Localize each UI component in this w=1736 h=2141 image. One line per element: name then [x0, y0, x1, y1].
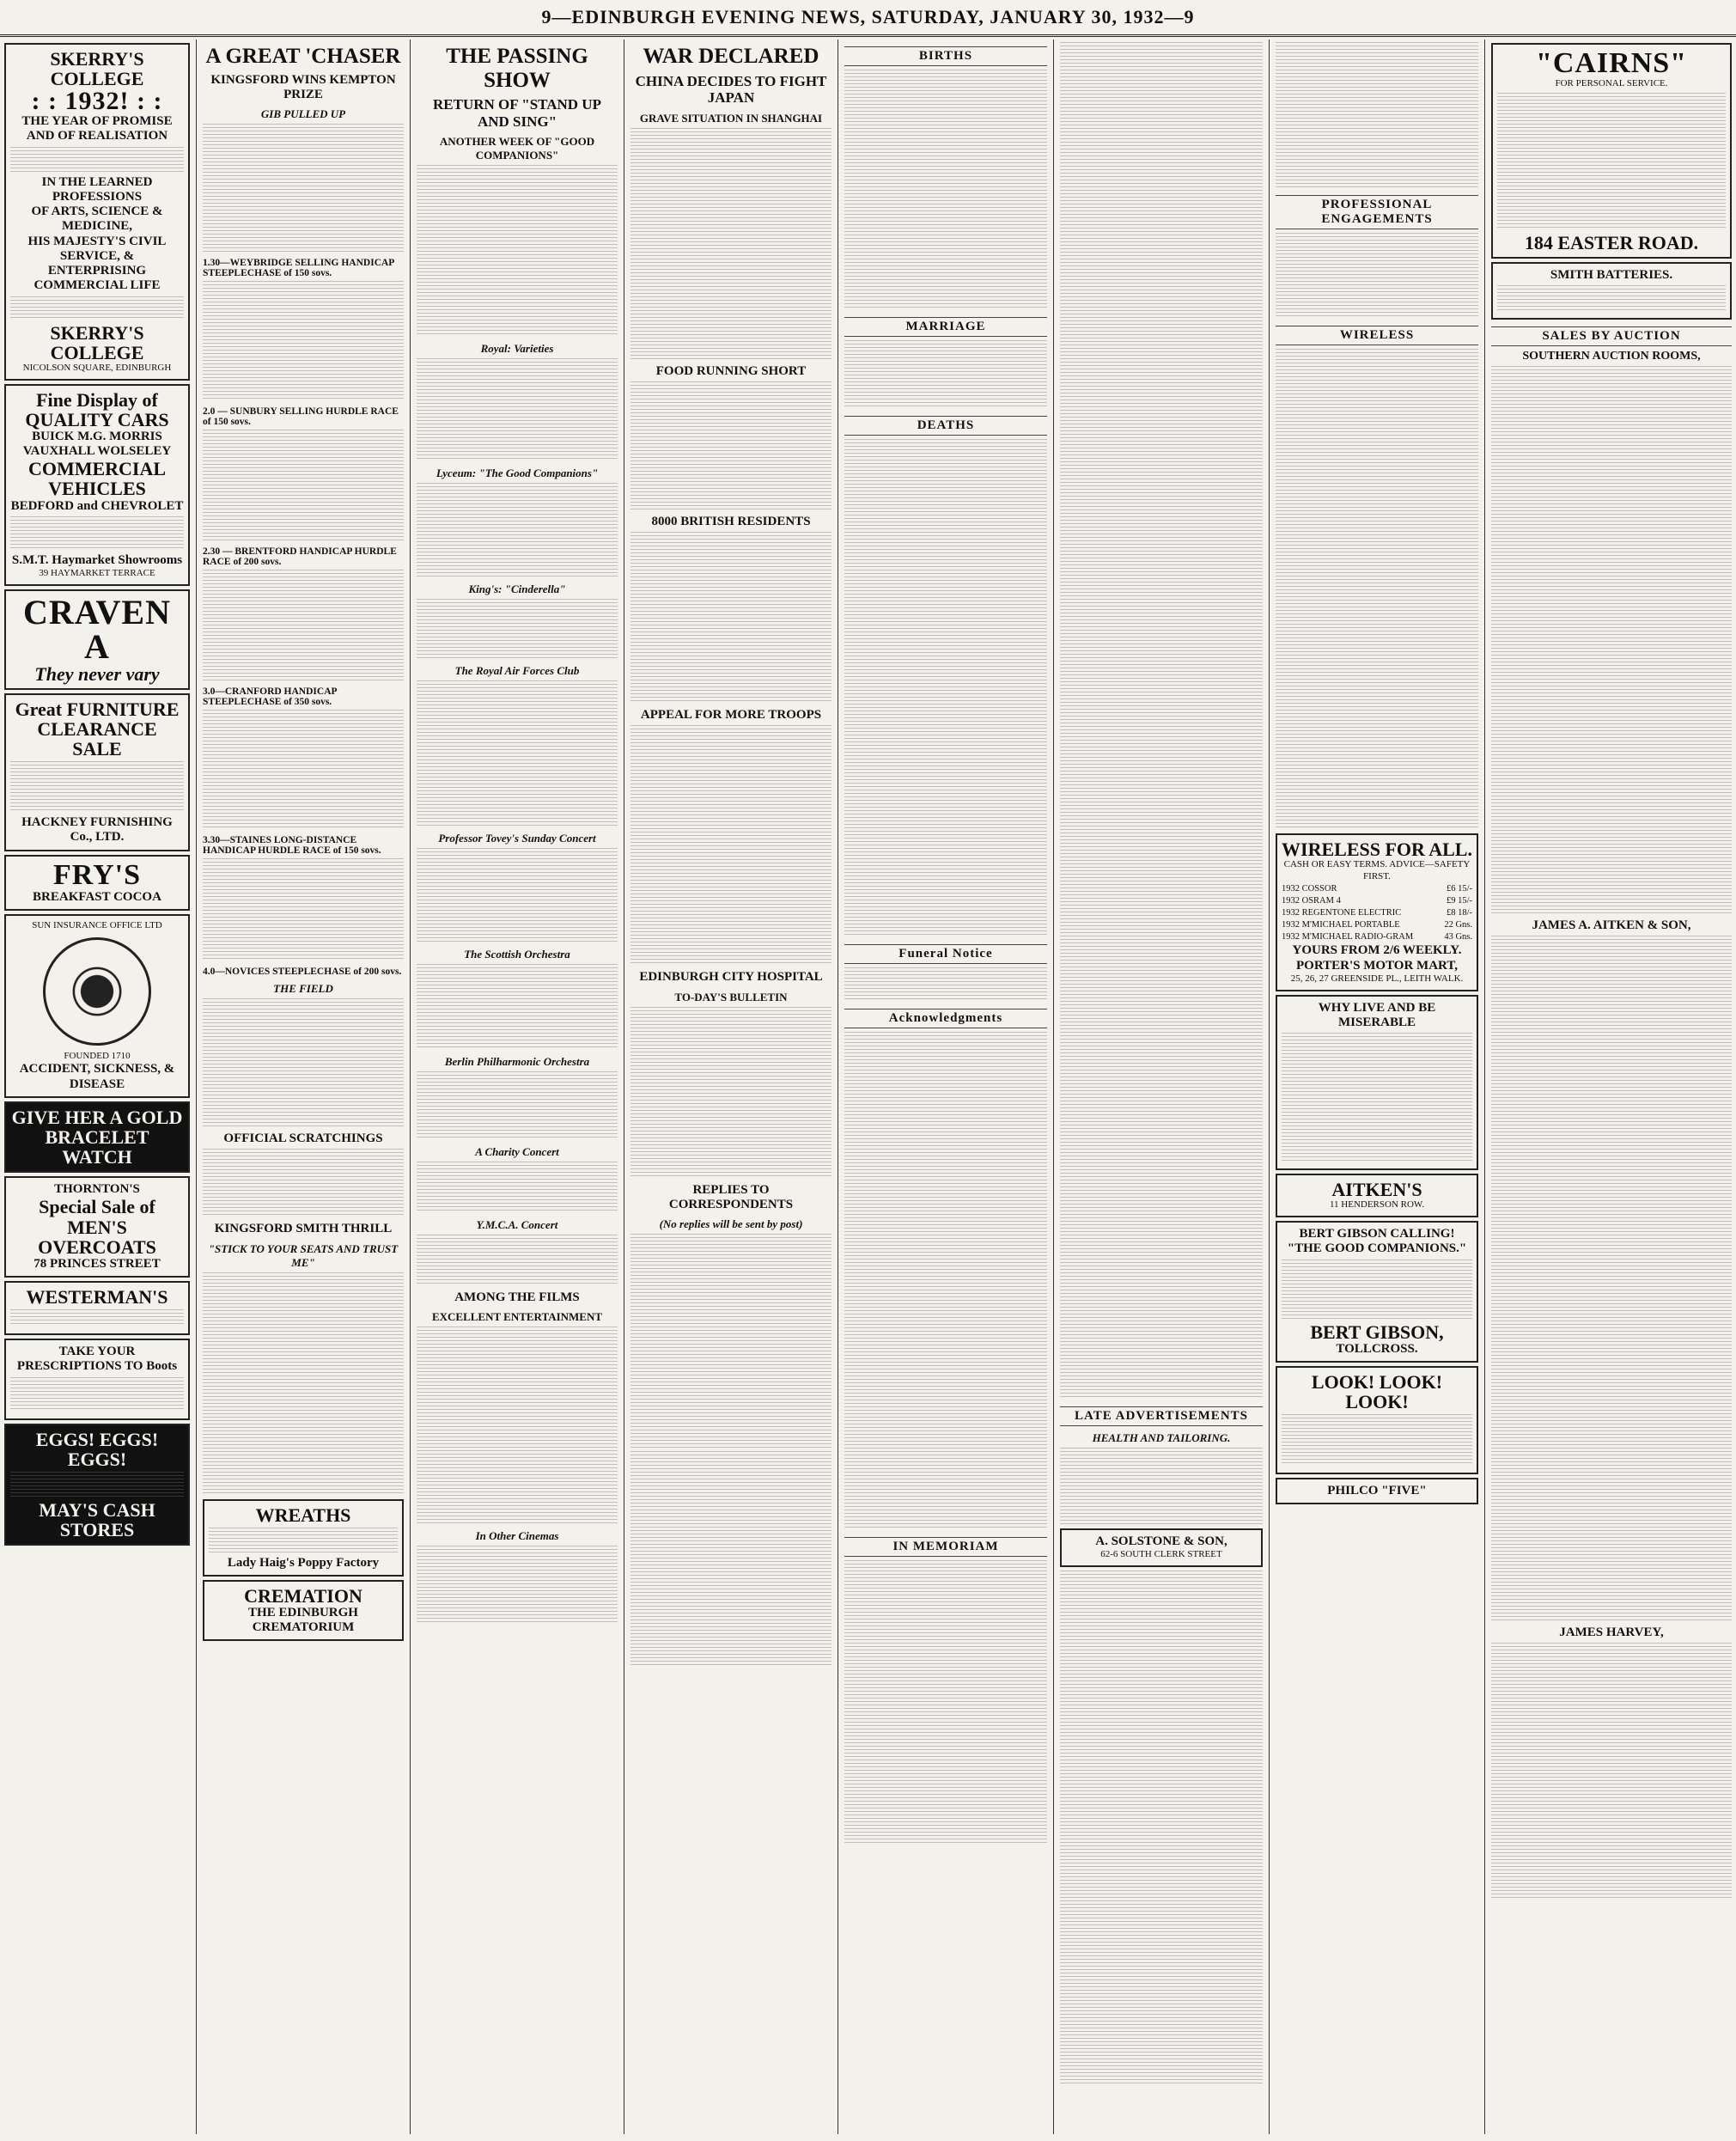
cremation-ad: CREMATION THE EDINBURGH CREMATORIUM [203, 1580, 404, 1642]
solstone-ad: A. SOLSTONE & SON, 62-6 SOUTH CLERK STREET [1060, 1528, 1263, 1567]
frys-cocoa-ad: FRY'S BREAKFAST COCOA [4, 855, 190, 911]
boots-ad: TAKE YOUR PRESCRIPTIONS TO Boots [4, 1339, 190, 1420]
subheadline: KINGSFORD WINS KEMPTON PRIZE [210, 72, 396, 101]
philco-ad: PHILCO "FIVE" [1276, 1478, 1478, 1504]
price-row: 1932 M'MICHAEL RADIO-GRAM 43 Gns. [1282, 932, 1472, 942]
bracelet-watch-ad: GIVE HER A GOLD BRACELET WATCH [4, 1101, 190, 1173]
ads-column-left [0, 40, 194, 2134]
masthead: 9—EDINBURGH EVENING NEWS, SATURDAY, JANUARY 30, 1932—9 [0, 0, 1736, 37]
smith-batteries-ad: SMITH BATTERIES. [1491, 262, 1732, 320]
racing-column: A GREAT 'CHASER KINGSFORD WINS KEMPTON PRIZE GIB PULLED UP 1.30—WEYBRIDGE SELLING HANDICAP STEEPLECHASE of 150 sovs. 2.0 — SUNBURY SELLING HURDLE RACE of 150 sovs. 2.30 — BRENTFORD HANDICAP HURDLE RACE of 200 sovs. 3.0—CRANFORD HANDICAP STEEPLECHASE of 350 sovs. 3.30—STAINES LONG-DISTANCE HANDICAP HURDLE RACE of 150 sovs. 4.0—NOVICES STEEPLECHASE of 200 sovs. THE FIELD OFFICIAL SCRATCHINGS KINGSFORD SMITH THRILL "STICK TO YOUR SEATS AND TRUST ME" WREATHS Lady Haig's Poppy Factory CREMATION THE EDINBURGH CREMATORIUM [198, 40, 408, 2134]
wreaths-ad: WREATHS Lady Haig's Poppy Factory [203, 1499, 404, 1577]
aitkens-ad: AITKEN'S 11 HENDERSON ROW. [1276, 1174, 1478, 1217]
sun-insurance-ad: SUN INSURANCE OFFICE LTD FOUNDED 1710 ACCIDENT, SICKNESS, & DISEASE [4, 914, 190, 1098]
auction-column: "CAIRNS" FOR PERSONAL SERVICE. 184 EASTER ROAD. SMITH BATTERIES. SALES BY AUCTION SOUTHERN AUCTION ROOMS, JAMES A. AITKEN & SON, JAMES HARVEY, [1487, 40, 1736, 2134]
wireless-for-all-ad: WIRELESS FOR ALL. CASH OR EASY TERMS. ADVICE—SAFETY FIRST. 1932 COSSOR £6 15/- 1932 OSRAM 4 £9 15/- 1932 REGENTONE ELECTRIC £8 18/- 1932 M'MICHAEL PORTABLE 22 Gns. 1932 M'MICHAEL RADIO-GRAM 43 Gns. YOURS FROM 2/6 WEEKLY. PORTER'S MOTOR MART, 25, 26, 27 GREENSIDE PL., LEITH WALK. [1276, 833, 1478, 991]
headline: WAR DECLARED [643, 45, 819, 68]
brand-name: CRAVEN A [23, 592, 171, 666]
westermans-ad: WESTERMAN'S [4, 1281, 190, 1335]
craven-a-ad: CRAVEN A They never vary [4, 589, 190, 690]
ad-tagline: THE YEAR OF PROMISE AND OF REALISATION [21, 114, 173, 143]
thorntons-ad: THORNTON'S Special Sale of MEN'S OVERCOATS 78 PRINCES STREET [4, 1176, 190, 1278]
bert-gibson-ad: BERT GIBSON CALLING! "THE GOOD COMPANIONS." BERT GIBSON, TOLLCROSS. [1276, 1221, 1478, 1363]
births-marriages-deaths-column: BIRTHS MARRIAGE DEATHS Funeral Notice Acknowledgments IN MEMORIAM [840, 40, 1051, 2134]
war-column: WAR DECLARED CHINA DECIDES TO FIGHT JAPAN GRAVE SITUATION IN SHANGHAI FOOD RUNNING SHORT 8000 BRITISH RESIDENTS APPEAL FOR MORE TROOPS EDINBURGH CITY HOSPITAL TO-DAY'S BULLETIN REPLIES TO CORRESPONDENTS (No replies will be sent by post) [626, 40, 836, 2134]
why-live-ad: WHY LIVE AND BE MISERABLE [1276, 995, 1478, 1171]
furniture-sale-ad: Great FURNITURE CLEARANCE SALE HACKNEY FURNISHING Co., LTD. [4, 693, 190, 851]
skerrys-college-ad: SKERRY'S COLLEGE : : 1932! : : THE YEAR OF PROMISE AND OF REALISATION IN THE LEARNED PROFESSIONS OF ARTS, SCIENCE & MEDICINE, HIS MAJESTY'S CIVIL SERVICE, & ENTERPRISING COMMERCIAL LIFE SKERRY'S COLLEGE NICOLSON SQUARE, EDINBURGH [4, 43, 190, 381]
headline: THE PASSING SHOW [446, 45, 588, 92]
price-list [1282, 883, 1472, 944]
look-ad: LOOK! LOOK! LOOK! [1276, 1366, 1478, 1474]
passing-show-column: THE PASSING SHOW RETURN OF "STAND UP AND SING" ANOTHER WEEK OF "GOOD COMPANIONS" Royal: Varieties Lyceum: "The Good Companions" King's: "Cinderella" The Royal Air Forces Club Professor Tovey's Sunday Concert The Scottish Orchestra Berlin Philharmonic Orchestra A Charity Concert Y.M.C.A. Concert AMONG THE FILMS EXCELLENT ENTERTAINMENT In Other Cinemas [412, 40, 622, 2134]
quality-cars-ad: Fine Display of QUALITY CARS BUICK M.G. MORRIS VAUXHALL WOLSELEY COMMERCIAL VEHICLES BEDFORD and CHEVROLET S.M.T. Haymarket Showrooms 39 HAYMARKET TERRACE [4, 384, 190, 586]
ad-title: SKERRY'S COLLEGE [50, 48, 144, 90]
price-row: 1932 M'MICHAEL PORTABLE 22 Gns. [1282, 920, 1472, 930]
eggs-ad: EGGS! EGGS! EGGS! MAY'S CASH STORES [4, 1424, 190, 1546]
price-row: 1932 OSRAM 4 £9 15/- [1282, 895, 1472, 906]
classified-column: PROFESSIONAL ENGAGEMENTS WIRELESS WIRELESS FOR ALL. CASH OR EASY TERMS. ADVICE—SAFETY FIRST. 1932 COSSOR £6 15/- 1932 OSRAM 4 £9 15/- 1932 REGENTONE ELECTRIC £8 18/- 1932 M'MICHAEL PORTABLE 22 Gns. 1932 M'MICHAEL RADIO-GRAM 43 Gns. YOURS FROM 2/6 WEEKLY. PORTER'S MOTOR MART, 25, 26, 27 GREENSIDE PL., LEITH WALK. WHY LIVE AND BE MISERABLE AITKEN'S 11 HENDERSON ROW. BERT GIBSON CALLING! "THE GOOD COMPANIONS." BERT GIBSON, TOLLCROSS. LOOK! LOOK! LOOK! PHILCO "FIVE" [1271, 40, 1483, 2134]
cairns-ad: "CAIRNS" FOR PERSONAL SERVICE. 184 EASTER ROAD. [1491, 43, 1732, 259]
notices-column: LATE ADVERTISEMENTS HEALTH AND TAILORING. A. SOLSTONE & SON, 62-6 SOUTH CLERK STREET [1056, 40, 1267, 2134]
sun-emblem-icon [43, 937, 151, 1046]
price-row: 1932 REGENTONE ELECTRIC £8 18/- [1282, 907, 1472, 918]
price-row: 1932 COSSOR £6 15/- [1282, 883, 1472, 894]
headline: A GREAT 'CHASER [205, 45, 401, 68]
ad-year: : : 1932! : : [31, 87, 163, 116]
